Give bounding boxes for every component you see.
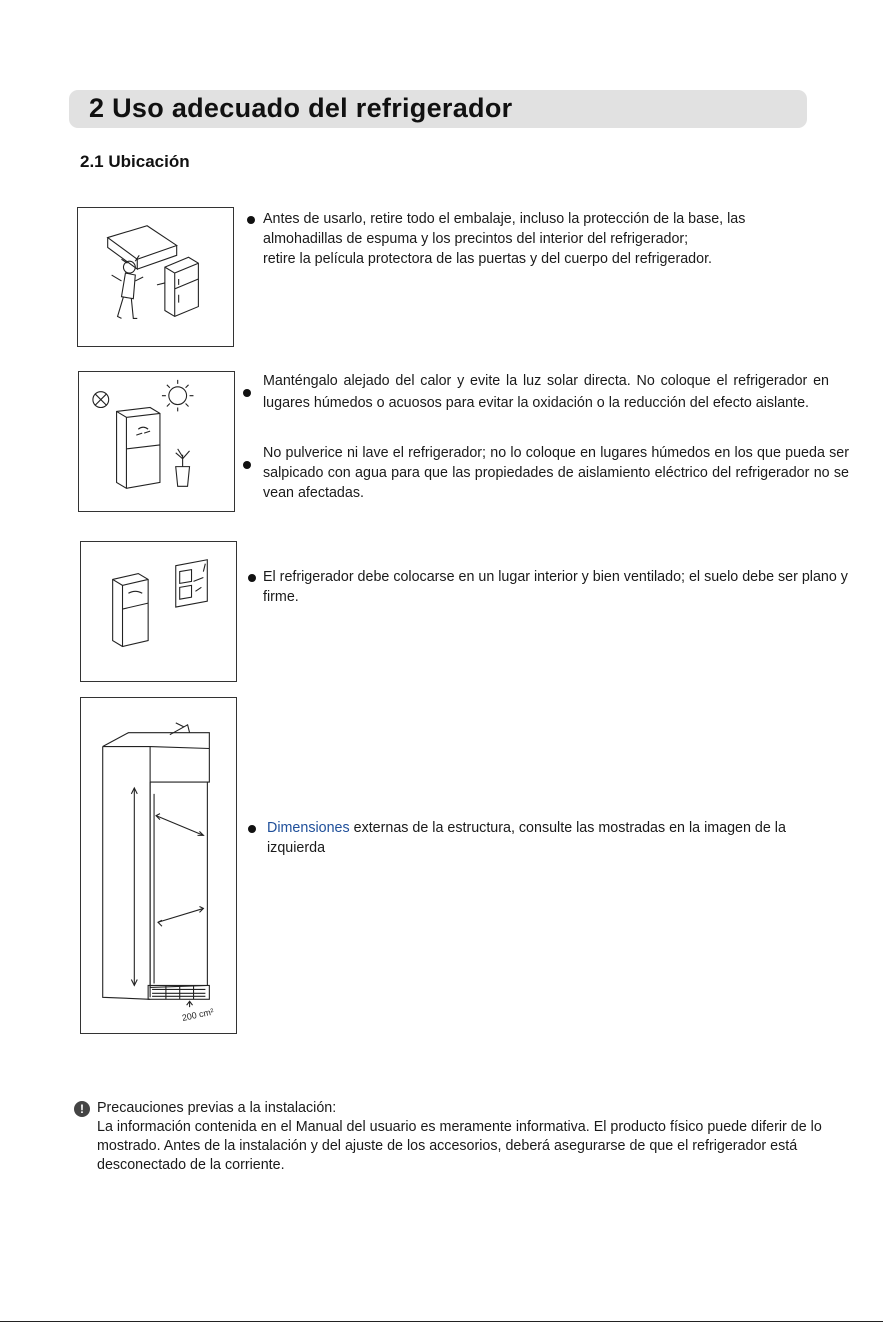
section-subtitle: 2.1 Ubicación [80,152,190,171]
note-text: La información contenida en el Manual del usuario es meramente informativa. El producto físico puede diferir de lo mostrado. Antes de la instalación y del ajuste de los accesorios, deberá asegurarse de que el refrigerador está desconectado de la corriente. [97,1119,822,1173]
water-warning-text: No pulverice ni lave el refrigerador; no lo coloque en lugares húmedos en los que pueda ser salpicado con agua para que las propiedades de aislamiento eléctrico del refrigerador no se vean afectadas. [263,445,849,501]
vent-area-label: 200 cm² [181,1006,215,1023]
cabinet-dimensions-illustration [80,697,237,1034]
ventilation-illustration [80,541,237,682]
ventilation-text: El refrigerador debe colocarse en un lugar interior y bien ventilado; el suelo debe ser plano y firme. [263,569,848,605]
footer-divider [0,1321,883,1322]
page-title: 2 Uso adecuado del refrigerador [89,93,513,123]
section-title-bar [69,90,807,128]
dimensions-rest: externas de la estructura, consulte las mostradas en la imagen de la izquierda [267,820,786,856]
text-line: almohadillas de espuma y los precintos del interior del refrigerador; [263,231,689,247]
dimensions-text [267,818,847,858]
bullet-icon [247,216,255,224]
precautions-note [97,1099,852,1175]
bullet-icon [243,389,251,397]
text-line: retire la película protectora de las puertas y del cuerpo del refrigerador. [263,251,713,267]
text-line: Antes de usarlo, retire todo el embalaje, incluso la protección de la base, las [263,211,746,227]
bullet-icon [243,461,251,469]
unpacking-illustration [77,207,234,347]
dimensions-highlight: Dimensiones [267,820,350,836]
bullet-icon [248,825,256,833]
bullet-icon [248,574,256,582]
heat-sun-illustration [78,371,235,512]
note-heading: Precauciones previas a la instalación: [97,1100,337,1116]
exclamation-icon: ! [74,1101,90,1117]
unpacking-instructions [263,209,823,269]
heat-warning-text: Manténgalo alejado del calor y evite la luz solar directa. No coloque el refrigerador en lugares húmedos o acuosos para evitar la oxidación o la reducción del efecto aislante. [263,373,829,411]
